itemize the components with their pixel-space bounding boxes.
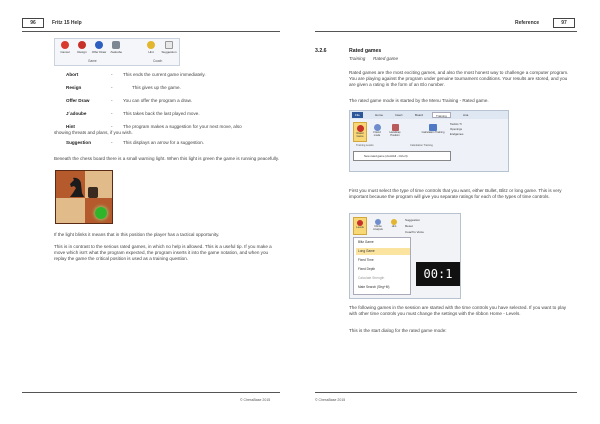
definition-resign: Resign - This gives up the game. [66,85,181,90]
warning-light-board-image [55,170,113,224]
ribbon-jadoube-button[interactable]: J'adoube [108,41,124,59]
para-warning-light: Beneath the chess board there is a small warning light. When this light is green the game is running peacefully. [54,156,280,161]
calculation-training-button[interactable]: Calculation Training [420,122,446,142]
calculation-group-label: Calculation Training [410,144,433,147]
ribbon-group-game: Game [88,59,97,63]
tab-analysis[interactable]: Ana [463,113,469,117]
definition-suggestion: Suggestion - This displays an arrow for a suggestion. [66,140,204,145]
ribbon-resign-button[interactable]: Resign [74,41,90,59]
training-ribbon-image [349,110,509,172]
rated-game-button[interactable]: Rated Game [353,122,367,142]
definition-abort: Abort - This ends the current game immediately. [66,72,206,77]
calculation-icon [429,124,437,131]
menu-blitz-game[interactable]: Blitz Game [358,240,374,244]
ribbon-suggestion-button[interactable]: Suggestion [161,41,177,59]
menu-mate-search[interactable]: Mate Search (Strg+M) [358,285,390,289]
menu-long-game[interactable]: Long Game [356,248,410,255]
hint-button[interactable]: Hint [388,217,400,235]
tab-board[interactable]: Board [415,113,424,117]
para-rated-intro: Rated games are the most exciting games, and also the most honest way to challenge a computer program. You are playing against the program under genuine tournament conditions. Your results are stored, and you are given a rating in the form of an Elo number. [349,70,569,88]
left-header [22,18,280,30]
breadcrumb-training: Training [349,56,366,61]
para-start-dialog: This is the start dialog for the rated game mode: [349,328,447,333]
jadoube-icon [112,41,120,49]
training-links [450,122,490,137]
friend-mode-icon [374,124,381,131]
left-footer: © ChessBase 2015 [240,398,271,402]
tab-home[interactable]: Home [375,113,384,117]
right-header-rule [315,31,577,32]
resign-icon [78,41,86,49]
right-footer-rule [315,392,577,393]
lightbulb-icon [147,41,155,49]
coach-options [405,217,457,235]
tab-training[interactable]: Training [432,112,451,118]
right-footer: © ChessBase 2015 [315,398,346,402]
para-following-games: The following games in the session are started with the time controls you have selected. If you want to play with other time controls you must change the settings with the ribbon Home - Levels. [349,305,567,317]
friend-mode-button[interactable]: Friend mode [370,122,384,142]
left-header-title: Fritz 15 Help [52,20,82,26]
right-page [305,0,595,424]
ribbon-cancel-button[interactable]: Cancel [57,41,73,59]
hint-continuation: showing threats and plans, if you wish. [54,130,133,135]
menu-calculate-strength[interactable]: Calculate Strength [358,276,385,280]
para-serious-rated: This is in contrast to the serious rated games, in which no help is allowed. This is a useful tip. If you make a move which isn't what the program expected, the program inserts it into the game notation, and when you replay the game the critical position is used as a training question. [54,244,272,262]
tab-insert[interactable]: Insert [395,113,403,117]
section-number: 3.2.6 [315,48,327,54]
right-page-number: 97 [553,18,575,28]
infinite-analysis-button[interactable]: Infinite Analysis [370,217,386,235]
left-header-rule [22,31,280,32]
menu-fixed-time[interactable]: Fixed Time [358,258,374,262]
offer-draw-icon [95,41,103,49]
endgames-link[interactable]: Endgames [450,132,464,136]
menu-fixed-depth[interactable]: Fixed Depth [358,267,376,271]
openings-link[interactable]: Openings [450,127,462,131]
para-rated-menu: The rated game mode is started by the Menu Training - Rated game. [349,98,489,103]
para-light-blinks: If the light blinks it means that in this position the player has a tactical opportunity. [54,232,220,237]
ribbon-offer-draw-button[interactable]: Offer Draw [91,41,107,59]
tactics-training-link[interactable]: Tactics Tr [450,122,462,126]
levels-button[interactable]: Levels [353,217,367,235]
definition-offer-draw: Offer Draw - You can offer the program a draw. [66,98,192,103]
green-warning-light-icon [95,207,107,219]
cancel-icon [61,41,69,49]
left-page [10,0,300,424]
rated-game-icon [357,125,364,132]
reset-option[interactable]: Reset [405,224,413,228]
right-header-title: Reference [515,20,540,26]
definition-hint: Hint - The program makes a suggestion for your next move, also [66,124,242,129]
tab-file[interactable]: File [352,112,363,118]
para-time-controls: First you must select the type of time controls that you want, either Bullet, Blitz or long game. This is very important because the program will give you separate ratings for each of the types of time controls. [349,188,562,200]
levels-dropdown [353,237,411,295]
game-clock: 00:1 [416,262,460,286]
handicap-button[interactable]: Handicap Position [387,122,403,142]
coach-voice-option[interactable]: Coach's Voice [405,230,424,234]
left-footer-rule [22,392,280,393]
suggestion-option[interactable]: Suggestion [405,218,421,222]
new-rated-game-tooltip: New rated game (clockfull - Ctrl+N) [353,151,451,161]
levels-menu-image [349,213,461,299]
breadcrumb-rated-game: Rated game [373,56,399,61]
left-page-number: 96 [22,18,44,28]
section-title: Rated games [349,48,382,54]
training-levels-label: Training Levels [356,144,374,147]
ribbon-hint-button[interactable]: Hint [143,41,159,59]
game-ribbon-image [54,38,180,66]
right-header [315,18,577,30]
suggestion-icon [165,41,173,49]
ribbon-group-coach: Coach [153,59,163,63]
handicap-icon [392,124,399,131]
piece-shadow-icon [84,185,102,199]
definition-jadoube: J´adoube - This takes back the last played move. [66,111,200,116]
